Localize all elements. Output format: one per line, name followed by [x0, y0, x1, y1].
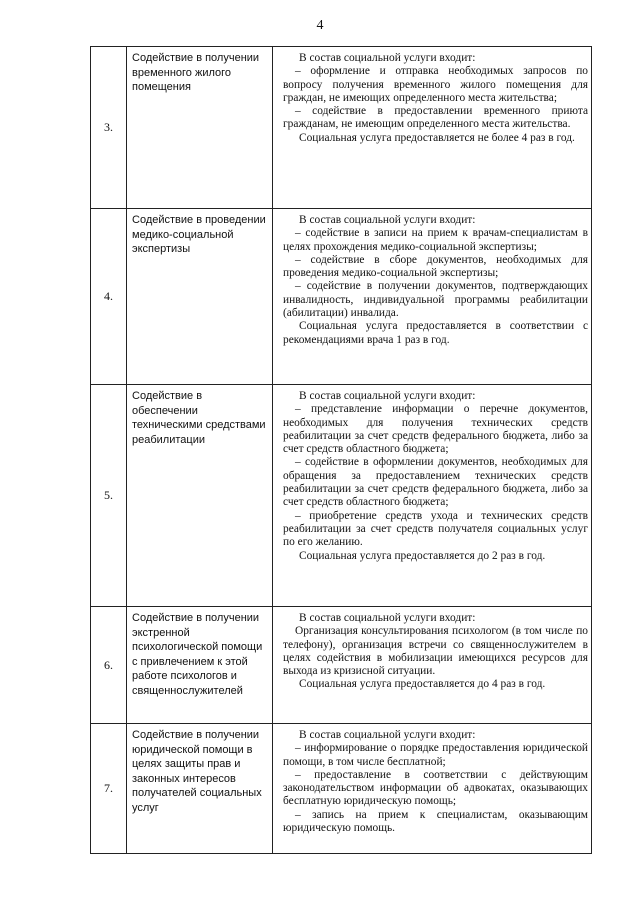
service-name: Содействие в получении юридической помощи в целях защиты прав и законных интересов получателей социальных услуг	[127, 724, 273, 854]
description-lead: В состав социальной услуги входит:	[299, 729, 476, 741]
description-item: – предоставление в соответствии с действующим законодательством информации об адвокатах, оказывающих бесплатную юридическую помощь;	[283, 768, 588, 808]
description-item: – приобретение средств ухода и технических средств реабилитации за счет средств получателя социальных услуг по его желанию.	[283, 509, 588, 549]
description-lead: В состав социальной услуги входит:	[299, 214, 476, 226]
table-row	[91, 724, 592, 854]
table-row	[91, 47, 592, 209]
description-lead: В состав социальной услуги входит:	[299, 612, 476, 624]
service-description	[273, 607, 592, 724]
service-name: Содействие в обеспечении техническими средствами реабилитации	[127, 385, 273, 607]
table-row	[91, 209, 592, 385]
row-number: 3.	[91, 47, 127, 209]
description-item: – запись на прием к специалистам, оказывающим юридическую помощь.	[283, 808, 588, 835]
row-number: 7.	[91, 724, 127, 854]
row-number: 6.	[91, 607, 127, 724]
description-frequency: Социальная услуга предоставляется в соответствии с рекомендациями врача 1 раз в год.	[283, 320, 588, 346]
description-lead: В состав социальной услуги входит:	[299, 52, 476, 64]
service-name: Содействие в проведении медико-социальной экспертизы	[127, 209, 273, 385]
description-item: Организация консультирования психологом (в том числе по телефону), организация встречи со священнослужителем в целях содействия в мобилизации имеющихся ресурсов для выхода из кризисной ситуации.	[283, 625, 588, 678]
description-item: – содействие в предоставлении временного приюта гражданам, не имеющим определенного места жительства.	[283, 105, 588, 131]
table-row	[91, 385, 592, 607]
description-item: – содействие в сборе документов, необходимых для проведения медико-социальной экспертизы;	[283, 253, 588, 280]
description-item: – информирование о порядке предоставления юридической помощи, в том числе бесплатной;	[283, 742, 588, 768]
service-name: Содействие в получении временного жилого помещения	[127, 47, 273, 209]
description-item: – содействие в оформлении документов, необходимых для обращения за предоставлением технических средств реабилитации за счет средств федерального бюджета, либо за счет средств областного бюджета;	[283, 456, 588, 509]
description-item: – содействие в получении документов, подтверждающих инвалидность, индивидуальной программы реабилитации (абилитации) инвалида.	[283, 280, 588, 320]
service-description	[273, 47, 592, 209]
row-number: 5.	[91, 385, 127, 607]
page-number: 4	[316, 18, 324, 33]
service-description	[273, 209, 592, 385]
service-description	[273, 385, 592, 607]
services-table	[90, 46, 592, 854]
description-frequency: Социальная услуга предоставляется до 2 раз в год.	[299, 549, 546, 562]
description-frequency: Социальная услуга предоставляется до 4 раз в год.	[299, 678, 546, 691]
service-description	[273, 724, 592, 854]
row-number: 4.	[91, 209, 127, 385]
table-row	[91, 607, 592, 724]
description-item: – оформление и отправка необходимых запросов по вопросу получения временного жилого помещения для граждан, не имеющих определенного места жительства;	[283, 65, 588, 104]
description-frequency: Социальная услуга предоставляется не более 4 раз в год.	[299, 131, 575, 144]
description-lead: В состав социальной услуги входит:	[299, 390, 476, 402]
service-name: Содействие в получении экстренной психологической помощи с привлечением к этой работе психологов и священнослужителей	[127, 607, 273, 724]
description-item: – содействие в записи на прием к врачам-специалистам в целях прохождения медико-социальной экспертизы;	[283, 227, 588, 253]
description-item: – представление информации о перечне документов, необходимых для получения технических средств реабилитации за счет средств федерального бюджета, либо за счет средств областного бюджета;	[283, 403, 588, 456]
